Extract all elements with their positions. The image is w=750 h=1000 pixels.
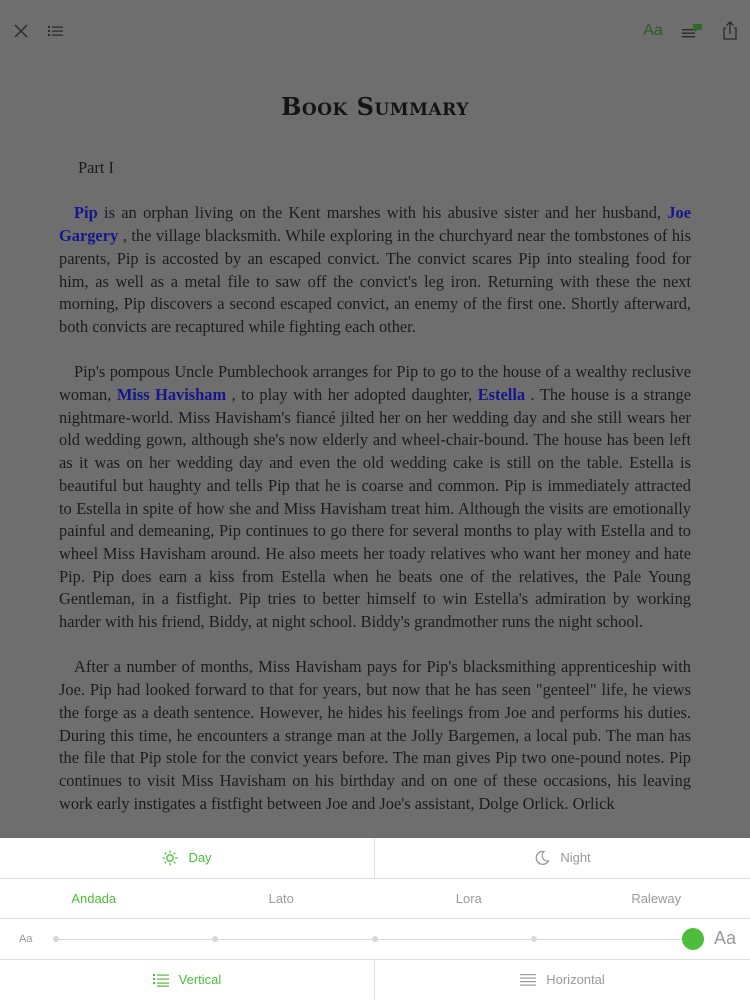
slider-step[interactable] xyxy=(212,936,218,942)
font-option-lato[interactable]: Lato xyxy=(268,890,294,906)
night-label: Night xyxy=(560,850,591,866)
font-size-row xyxy=(0,919,750,960)
top-toolbar xyxy=(0,0,750,62)
day-label: Day xyxy=(188,850,212,866)
font-row xyxy=(0,879,750,920)
page-title: Book Summary xyxy=(281,92,469,121)
list-icon[interactable] xyxy=(44,19,68,43)
paragraph-text: . The house is a strange nightmare-world. Miss Havisham's fiancé jilted her on her wedding day and she still wears her old wedding gown, although she's now elderly and wheel-chair-bound. The house has been left as it was on her wedding day and even the old wedding cake is still on the table. Estella is beautiful but haughty and tells Pip that he is coarse and common. Pip is immediately attracted to Estella in spite of how she and Miss Havisham treat him. Although the visits are emotionally painful and demeaning, Pip continues to go there for several months to play with Estella and to wheel Miss Havisham around. He also meets her toady relatives who want her money and hate Pip. Pip does earn a kiss from Estella when he beats one of the relatives, the Pale Young Gentleman, in a fistfight. Pip tries to better himself to win Estella's admiration by working harder with his friend, Biddy, at night school. Biddy's grandmother runs the night school. xyxy=(59,385,691,632)
paragraph-3: After a number of months, Miss Havisham pays for Pip's blacksmithing apprenticeship with Joe. Pip had looked forward to that for years, but now that he has seen "genteel" life, he views the forge as a death sentence. However, he hides his feelings from Joe and performs his duties. During this time, he encounters a strange man at the Jolly Bargemen, a local pub. The man has the file that Pip stole for the convict years before. The man gives Pip two one-pound notes. Pip continues to visit Miss Havisham on his birthday and on one of these occasions, his leaving work early instigates a fistfight between Joe and Joe's assistant, Dolge Orlick. Orlick xyxy=(59,657,691,813)
character-link-miss-havisham[interactable]: Miss Havisham xyxy=(116,385,227,404)
part-heading: Part I xyxy=(78,158,114,177)
moon-icon xyxy=(534,850,550,866)
summary-content xyxy=(59,157,691,838)
font-option-raleway[interactable]: Raleway xyxy=(631,890,682,906)
horizontal-mode-button[interactable] xyxy=(375,960,750,1000)
paragraph-2 xyxy=(59,361,691,633)
font-size-label: Aa xyxy=(643,22,663,39)
horizontal-label: Horizontal xyxy=(546,972,605,988)
paragraph-text: is an orphan living on the Kent marshes with his abusive sister and her husband, xyxy=(97,203,668,223)
large-size-label: Aa xyxy=(714,928,737,948)
reading-settings-panel xyxy=(0,838,750,1000)
night-theme-button[interactable] xyxy=(375,838,750,878)
sun-icon xyxy=(162,850,178,866)
paragraph-text: , to play with her adopted daughter, xyxy=(226,385,478,404)
paragraph-text: Pip's pompous Uncle Pumblechook arranges for Pip to go to the house of a wealthy reclusive woman, xyxy=(59,362,691,404)
theme-row xyxy=(0,838,750,879)
slider-step[interactable] xyxy=(372,936,378,942)
paragraph-1 xyxy=(59,202,691,338)
close-icon[interactable] xyxy=(9,19,33,43)
font-option-andada[interactable]: Andada xyxy=(71,890,117,906)
character-link-estella[interactable]: Estella xyxy=(477,385,526,404)
day-theme-button[interactable] xyxy=(0,838,375,878)
vertical-mode-button[interactable] xyxy=(0,960,375,1000)
notes-icon[interactable] xyxy=(679,19,705,43)
paragraph-text: , the village blacksmith. While exploring in the churchyard near the tombstones of his parents, Pip is accosted by an escaped convict. The convict scares Pip into stealing food for him, as well as a metal file to saw off the convict's leg iron. Returning with these the next morning, Pip discovers a second escaped convict, an enemy of the first one. Shortly afterward, both convicts are recaptured while fighting each other. xyxy=(59,226,691,336)
slider-step[interactable] xyxy=(53,936,59,942)
slider-step[interactable] xyxy=(531,936,537,942)
font-option-lora[interactable]: Lora xyxy=(455,890,482,906)
vertical-label: Vertical xyxy=(178,972,222,988)
share-icon[interactable] xyxy=(718,19,742,43)
character-link-joe-gargery[interactable]: Joe Gargery xyxy=(59,203,691,246)
vertical-scroll-icon xyxy=(153,973,169,987)
reader-page[interactable] xyxy=(0,62,750,838)
small-size-label: Aa xyxy=(19,933,33,945)
font-size-icon[interactable] xyxy=(639,19,667,43)
character-link-pip[interactable]: Pip xyxy=(74,203,98,223)
font-size-slider-knob[interactable] xyxy=(682,928,704,950)
horizontal-scroll-icon xyxy=(520,973,536,987)
scroll-mode-row xyxy=(0,960,750,1000)
